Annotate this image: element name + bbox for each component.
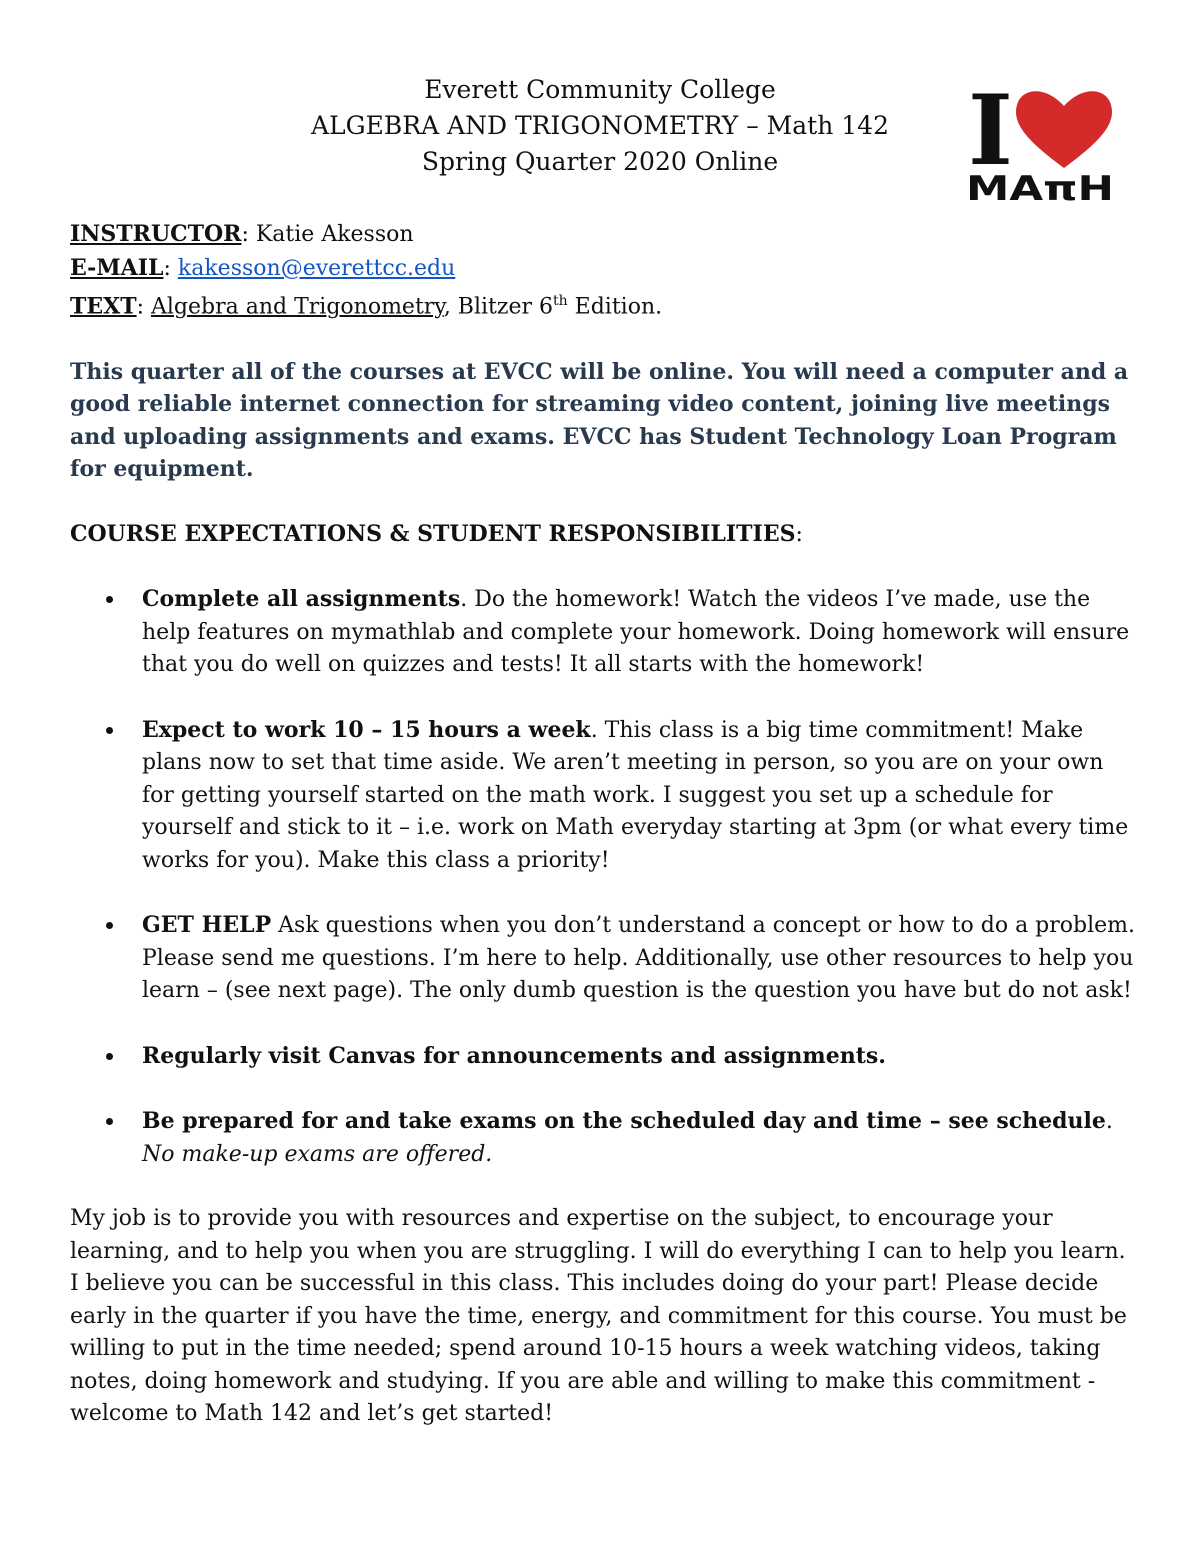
college-name: Everett Community College [424,75,776,104]
edition-sup: th [553,293,568,309]
textbook-author: , Blitzer 6 [443,294,553,320]
bullet-icon [106,922,113,929]
bullet-icon [106,727,113,734]
expectations-list [70,583,1140,1171]
email-line: E-MAIL: kakesson@everettcc.edu [70,254,456,281]
email-link[interactable]: kakesson@everettcc.edu [177,255,456,281]
instructor-label: INSTRUCTOR [70,221,242,247]
text-line: TEXT: Algebra and Trigonometry, Blitzer 6th Edition. [70,293,663,320]
bullet-icon [106,1118,113,1125]
textbook-title: Algebra and Trigonometry [151,294,444,320]
logo-math-text: MAπH [966,169,1114,206]
list-item: Expect to work 10 – 15 hours a week. This class is a big time commitment! Make plans now to set that time aside. We aren’t meeting in person, so you are on your own for getting yourself started on the math work. I suggest you set up a schedule for yourself and stick to it – i.e. work on Math everyday starting at 3pm (or what every time works for you). Make this class a priority! [70,714,1140,878]
online-notice: This quarter all of the courses at EVCC will be online. You will need a computer and a good reliable internet connection for streaming video content, joining live meetings and uploading assignments and exams. EVCC has Student Technology Loan Program for equipment. [70,358,1129,483]
heart-icon [1016,91,1112,168]
bullet-icon [106,1053,113,1060]
instructor-line: INSTRUCTOR: Katie Akesson [70,221,414,247]
list-item: Regularly visit Canvas for announcements and assignments. [70,1040,1140,1074]
list-item: Be prepared for and take exams on the scheduled day and time – see schedule. No make-up exams are offered. [70,1105,1140,1171]
email-label: E-MAIL [70,254,164,281]
closing-paragraph: My job is to provide you with resources and expertise on the subject, to encourage your learning, and to help you when you are struggling. I will do everything I can to help you learn. I believe you can be successful in this class. This includes doing do your part! Please decide early in the quarter if you have the time, energy, and commitment for this course. You must be willing to put in the time needed; spend around 10-15 hours a week watching videos, taking notes, doing homework and studying. If you are able and willing to make this commitment - welcome to Math 142 and let’s get started! [70,1206,1127,1427]
term-label: Spring Quarter 2020 Online [421,147,779,176]
instructor-name: Katie Akesson [255,222,414,247]
course-title: ALGEBRA AND TRIGONOMETRY – Math 142 [311,111,889,140]
syllabus-body [70,218,1140,1431]
text-label: TEXT [70,293,137,320]
list-item: Complete all assignments. Do the homework! Watch the videos I’ve made, use the help features on mymathlab and complete your homework. Doing homework will ensure that you do well on quizzes and tests! It all starts with the homework! [70,583,1140,682]
i-love-math-logo [966,82,1116,206]
expectations-heading: COURSE EXPECTATIONS & STUDENT RESPONSIBILITIES: [70,520,803,547]
bullet-icon [106,596,113,603]
logo-i-letter: I [968,82,1013,187]
no-makeup-note: No make-up exams are offered. [142,1141,493,1167]
textbook-edition: Edition. [567,294,663,320]
list-item: GET HELP Ask questions when you don’t understand a concept or how to do a problem. Please send me questions. I’m here to help. Additionally, use other resources to help you learn – (see next page). The only dumb question is the question you have but do not ask! [70,909,1140,1008]
